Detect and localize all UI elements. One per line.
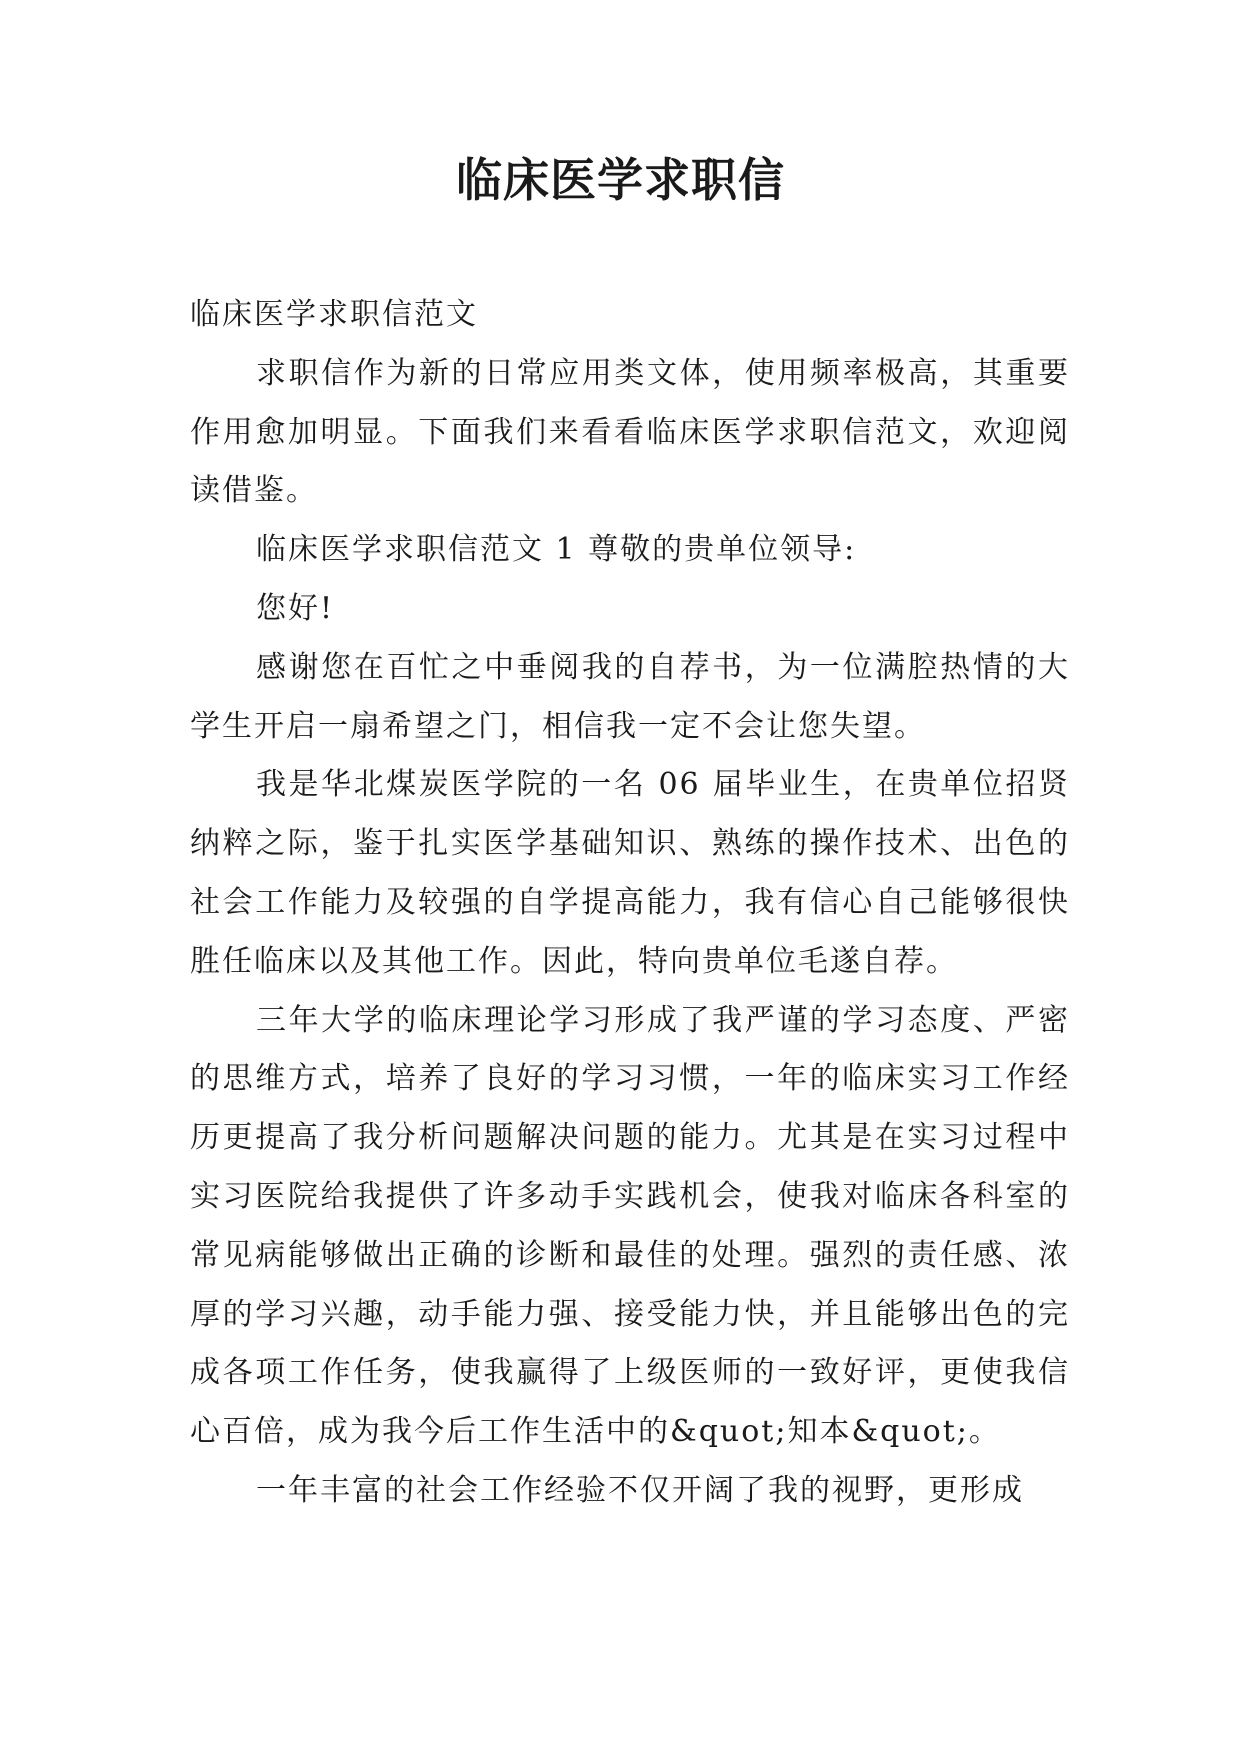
document-title: 临床医学求职信 xyxy=(456,153,785,207)
document-body xyxy=(190,286,1070,1521)
paragraph-subtitle: 临床医学求职信范文 xyxy=(190,297,478,332)
paragraph-intro: 求职信作为新的日常应用类文体，使用频率极高，其重要作用愈加明显。下面我们来看看临床医学求职信范文，欢迎阅读借鉴。 xyxy=(190,355,1070,509)
paragraph-social-experience: 一年丰富的社会工作经验不仅开阔了我的视野，更形成 xyxy=(256,1472,1024,1508)
paragraph-study-experience: 三年大学的临床理论学习形成了我严谨的学习态度、严密的思维方式，培养了良好的学习习惯，一年的临床实习工作经历更提高了我分析问题解决问题的能力。尤其是在实习过程中实习医院给我提供了许多动手实践机会，使我对临床各科室的常见病能够做出正确的诊断和最佳的处理。强烈的责任感、浓厚的学习兴趣，动手能力强、接受能力快，并且能够出色的完成各项工作任务，使我赢得了上级医师的一致好评，更使我信心百倍，成为我今后工作生活中的&quot;知本&quot;。 xyxy=(190,1002,1070,1450)
paragraph-self-introduction: 我是华北煤炭医学院的一名 06 届毕业生，在贵单位招贤纳粹之际，鉴于扎实医学基础知识、熟练的操作技术、出色的社会工作能力及较强的自学提高能力，我有信心自己能够很快胜任临床以及其他工作。因此，特向贵单位毛遂自荐。 xyxy=(190,767,1070,979)
paragraph-greeting: 您好! xyxy=(256,590,335,626)
paragraph-thanks: 感谢您在百忙之中垂阅我的自荐书，为一位满腔热情的大学生开启一扇希望之门，相信我一定不会让您失望。 xyxy=(190,649,1070,744)
paragraph-salutation: 临床医学求职信范文 1 尊敬的贵单位领导: xyxy=(256,532,857,568)
